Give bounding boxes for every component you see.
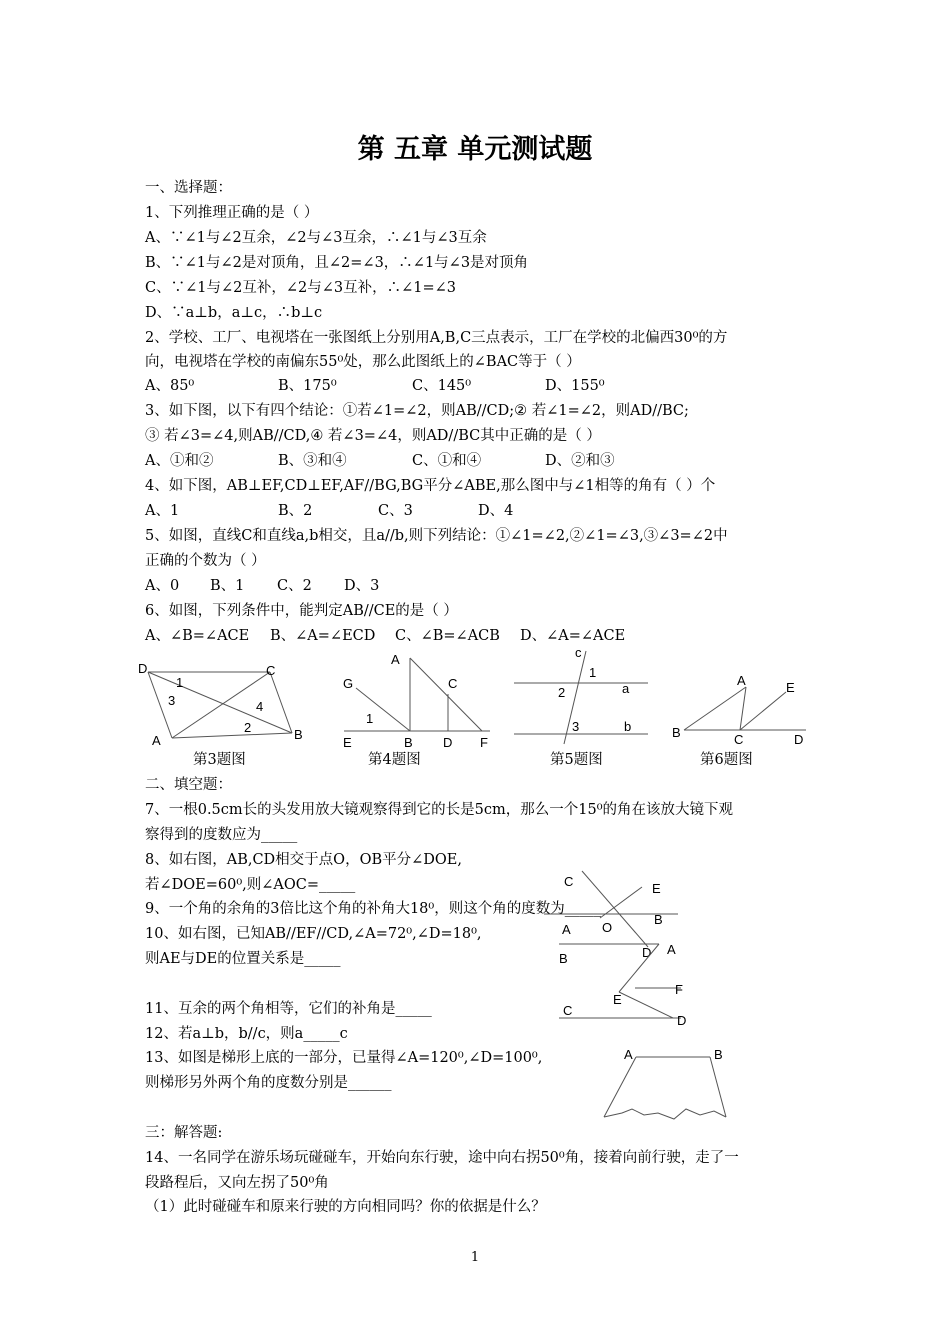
q5-option: C、2 — [277, 578, 312, 594]
caption-figure-6: 第6题图 — [700, 752, 753, 768]
question-14-line2: 段路程后，又向左拐了50⁰角 — [145, 1175, 329, 1191]
fig3-label-b: B — [294, 727, 303, 742]
fig5-label-c: c — [575, 645, 582, 660]
fig8-label-e: E — [652, 881, 661, 896]
question-14-line1: 14、一名同学在游乐场玩碰碰车，开始向东行驶，途中向右拐50⁰角，接着向前行驶，走了一 — [145, 1150, 739, 1166]
q3-option: A、①和② — [145, 453, 214, 469]
fig5-label-b: b — [624, 719, 632, 734]
figure-3 — [130, 655, 310, 755]
question-2-line2: 向，电视塔在学校的南偏东55⁰处，那么此图纸上的∠BAC等于（ ） — [145, 354, 581, 370]
fig10-label-f: F — [675, 982, 683, 997]
figure-4 — [340, 650, 500, 750]
fig6-label-b: B — [672, 725, 681, 740]
fig8-label-a: A — [562, 922, 571, 937]
fig6-label-a: A — [737, 673, 746, 688]
question-5-line1: 5、如图，直线C和直线a,b相交，且a//b,则下列结论：①∠1=∠2,②∠1=∠3,③∠3=∠2中 — [145, 528, 728, 544]
q5-option: A、0 — [145, 578, 180, 594]
q1-option-b: B、∵∠1与∠2是对顶角，且∠2=∠3，∴∠1与∠3是对顶角 — [145, 255, 529, 271]
fig3-angle-2: 2 — [244, 720, 252, 735]
page-number: 1 — [470, 1250, 480, 1265]
question-8-line1: 8、如右图，AB,CD相交于点O，OB平分∠DOE, — [145, 852, 462, 868]
q1-option-c: C、∵∠1与∠2互补，∠2与∠3互补，∴∠1=∠3 — [145, 280, 456, 296]
q6-option: C、∠B=∠ACB — [395, 628, 500, 644]
fig13-label-b: B — [714, 1047, 723, 1062]
fig4-label-e: E — [343, 735, 352, 750]
fig4-label-a: A — [391, 652, 400, 667]
q1-option-a: A、∵∠1与∠2互余，∠2与∠3互余，∴∠1与∠3互余 — [145, 230, 487, 246]
q6-option: A、∠B=∠ACE — [145, 628, 250, 644]
q3-option: D、②和③ — [545, 453, 615, 469]
question-12: 12、若a⊥b，b//c，则a_____c — [145, 1026, 348, 1042]
fig4-label-d: D — [443, 735, 453, 750]
fig4-label-g: G — [343, 676, 354, 691]
question-4: 4、如下图，AB⊥EF,CD⊥EF,AF//BG,BG平分∠ABE,那么图中与∠1相等的角有（ ）个 — [145, 478, 716, 494]
fig6-label-d: D — [794, 732, 804, 747]
question-11: 11、互余的两个角相等，它们的补角是_____ — [145, 1001, 432, 1017]
fig6-label-e: E — [786, 680, 795, 695]
fig6-label-c: C — [734, 732, 744, 747]
fig3-angle-1: 1 — [176, 675, 184, 690]
section-heading-fill: 二、填空题： — [145, 777, 232, 793]
question-5-line2: 正确的个数为（ ） — [145, 553, 266, 569]
q2-option: D、155⁰ — [545, 378, 605, 394]
fig4-label-b: B — [404, 735, 413, 750]
question-6: 6、如图，下列条件中，能判定AB//CE的是（ ） — [145, 603, 458, 619]
q1-option-d: D、∵a⊥b，a⊥c，∴b⊥c — [145, 305, 323, 321]
q6-option: D、∠A=∠ACE — [520, 628, 626, 644]
fig5-angle-2: 2 — [558, 685, 566, 700]
fig8-label-b: B — [654, 912, 663, 927]
q5-option: D、3 — [344, 578, 380, 594]
q2-option: B、175⁰ — [278, 378, 337, 394]
q2-option: A、85⁰ — [145, 378, 195, 394]
question-10-line1: 10、如右图，已知AB//EF//CD,∠A=72⁰,∠D=18⁰, — [145, 926, 482, 942]
question-7-line2: 察得到的度数应为_____ — [145, 827, 298, 843]
caption-figure-3: 第3题图 — [193, 752, 246, 768]
q4-option: A、1 — [145, 503, 180, 519]
question-3-line1: 3、如下图，以下有四个结论：①若∠1=∠2，则AB//CD;② 若∠1=∠2，则AD//BC; — [145, 403, 689, 419]
fig3-label-c: C — [266, 663, 276, 678]
fig5-angle-1: 1 — [589, 665, 597, 680]
question-8-line2: 若∠DOE=60⁰,则∠AOC=_____ — [145, 877, 356, 893]
figure-5 — [510, 645, 660, 745]
fig5-angle-3: 3 — [572, 719, 580, 734]
fig10-label-e: E — [613, 992, 622, 1007]
fig10-label-a: A — [667, 942, 676, 957]
question-3-line2: ③ 若∠3=∠4,则AB//CD,④ 若∠3=∠4，则AD//BC其中正确的是（ ） — [145, 428, 601, 444]
figure-10 — [555, 938, 705, 1033]
fig5-label-a: a — [622, 681, 630, 696]
fig4-angle-1: 1 — [366, 711, 374, 726]
question-9: 9、一个角的余角的3倍比这个角的补角大18⁰，则这个角的度数为_____ — [145, 901, 601, 917]
figure-6 — [668, 670, 818, 750]
fig8-label-c: C — [564, 874, 574, 889]
fig8-label-d: D — [642, 945, 652, 960]
fig4-label-c: C — [448, 676, 458, 691]
fig13-label-a: A — [624, 1047, 633, 1062]
question-13-line2: 则梯形另外两个角的度数分别是______ — [145, 1075, 392, 1091]
fig3-label-a: A — [152, 733, 161, 748]
fig10-label-b: B — [559, 951, 568, 966]
q2-option: C、145⁰ — [412, 378, 472, 394]
fig3-angle-3: 3 — [168, 693, 176, 708]
fig4-label-f: F — [480, 735, 488, 750]
question-2-line1: 2、学校、工厂、电视塔在一张图纸上分别用A,B,C三点表示，工厂在学校的北偏西30⁰的方 — [145, 330, 728, 346]
page-title: 第 五章 单元测试题 — [357, 134, 593, 165]
q3-option: B、③和④ — [278, 453, 347, 469]
fig8-label-o: O — [602, 920, 613, 935]
section-heading-choice: 一、选择题： — [145, 180, 232, 196]
question-14-part1: （1）此时碰碰车和原来行驶的方向相同吗？你的依据是什么？ — [145, 1199, 546, 1215]
fig3-angle-4: 4 — [256, 699, 264, 714]
caption-figure-4: 第4题图 — [368, 752, 421, 768]
fig10-label-d: D — [677, 1013, 687, 1028]
question-13-line1: 13、如图是梯形上底的一部分，已量得∠A=120⁰,∠D=100⁰, — [145, 1050, 543, 1066]
caption-figure-5: 第5题图 — [550, 752, 603, 768]
question-1: 1、下列推理正确的是（ ） — [145, 205, 319, 221]
q3-option: C、①和④ — [412, 453, 482, 469]
q4-option: C、3 — [378, 503, 413, 519]
q6-option: B、∠A=∠ECD — [270, 628, 376, 644]
q5-option: B、1 — [210, 578, 245, 594]
question-10-line2: 则AE与DE的位置关系是_____ — [145, 951, 341, 967]
fig10-label-c: C — [563, 1003, 573, 1018]
q4-option: D、4 — [478, 503, 514, 519]
section-heading-answer: 三：解答题: — [145, 1125, 223, 1141]
fig3-label-d: D — [138, 661, 148, 676]
q4-option: B、2 — [278, 503, 313, 519]
figure-13 — [590, 1043, 750, 1133]
question-7-line1: 7、一根0.5cm长的头发用放大镜观察得到它的长是5cm，那么一个15⁰的角在该放大镜下观 — [145, 802, 734, 818]
